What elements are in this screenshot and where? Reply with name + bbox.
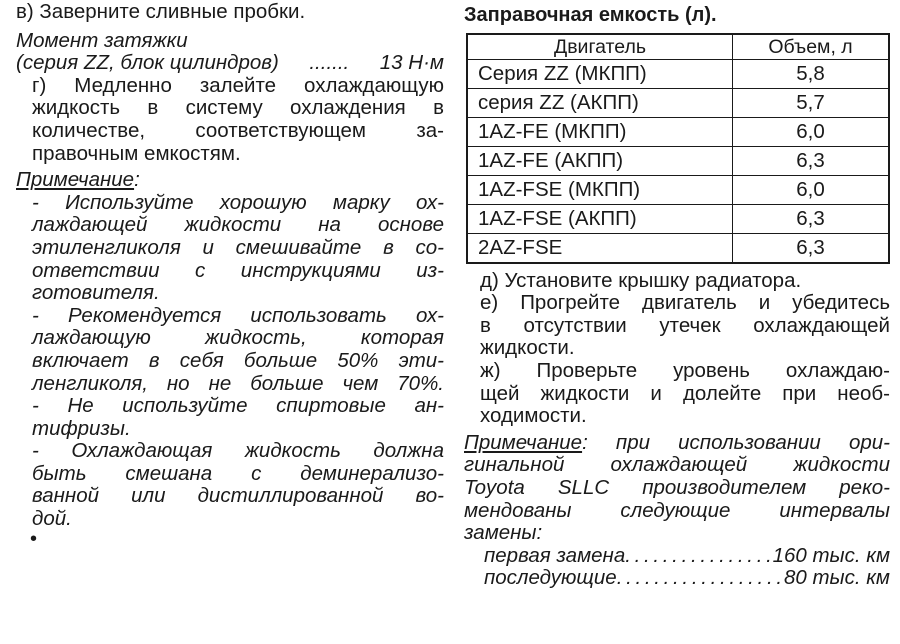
- engine-cell: 1AZ-FE (АКПП): [467, 146, 733, 175]
- note2: [464, 432, 890, 590]
- interval-row-next: [484, 567, 890, 590]
- note-line: - Используйте хорошую марку ох-: [32, 190, 444, 214]
- interval-value: 80 тыс. км: [783, 566, 890, 590]
- step-zh-line: ж) Проверьте уровень охлаждаю-: [480, 358, 890, 382]
- table-row: [467, 59, 889, 88]
- note2-title: Примечание: [464, 430, 583, 454]
- step-v: в) Заверните сливные пробки.: [16, 0, 306, 23]
- volume-cell: 6,0: [733, 175, 890, 204]
- table-row: [467, 146, 889, 175]
- capacity-title: Заправочная емкость (л).: [464, 4, 717, 26]
- interval-row-first: [484, 545, 890, 568]
- note-line: лаждающую жидкость, которая: [32, 326, 444, 350]
- volume-cell: 5,8: [733, 59, 890, 88]
- note-line: тифризы.: [32, 416, 131, 440]
- step-g-line: правочным емкостям.: [32, 141, 241, 165]
- note-line: дой.: [32, 507, 72, 531]
- interval-label: последующие: [484, 566, 617, 590]
- torque-dots: .......: [309, 51, 350, 75]
- note-line: включает в себя больше 50% эти-: [32, 348, 444, 372]
- table-row: [467, 88, 889, 117]
- note-heading: [16, 169, 444, 192]
- engine-cell: серия ZZ (АКПП): [467, 88, 733, 117]
- step-d: д) Установите крышку радиатора.: [480, 268, 802, 292]
- step-zh-line: щей жидкости и долейте при необ-: [480, 381, 890, 405]
- interval-leader: [625, 545, 772, 568]
- trailing-dot: •: [30, 527, 38, 550]
- step-g-line: количестве, соответствующем за-: [32, 118, 444, 142]
- note2-line: замены:: [464, 521, 543, 545]
- step-e-line: в отсутствии утечек охлаждающей: [480, 313, 890, 337]
- engine-cell: 1AZ-FSE (АКПП): [467, 204, 733, 233]
- note-line: ответствии с инструкциями из-: [32, 258, 444, 282]
- volume-cell: 6,0: [733, 117, 890, 146]
- step-e-line: е) Прогрейте двигатель и убедитесь: [480, 291, 890, 315]
- table-row: [467, 204, 889, 233]
- note-line: - Не используйте спиртовые ан-: [32, 394, 444, 418]
- interval-label: первая замена: [484, 543, 626, 567]
- torque-line: [16, 52, 444, 75]
- engine-cell: 1AZ-FE (МКПП): [467, 117, 733, 146]
- column-header-engine: Двигатель: [467, 34, 733, 60]
- engine-cell: 1AZ-FSE (МКПП): [467, 175, 733, 204]
- torque-value: 13 Н·м: [379, 51, 444, 75]
- left-column: [16, 0, 444, 550]
- volume-cell: 6,3: [733, 146, 890, 175]
- volume-cell: 5,7: [733, 88, 890, 117]
- note-line: быть смешана с деминерализо-: [32, 461, 444, 485]
- note-colon: :: [134, 168, 140, 192]
- volume-cell: 6,3: [733, 233, 890, 263]
- engine-cell: 2AZ-FSE: [467, 233, 733, 263]
- step-zh-line: ходимости.: [480, 404, 587, 428]
- table-row: [467, 233, 889, 263]
- table-header-row: [467, 34, 889, 60]
- step-e-line: жидкости.: [480, 336, 575, 360]
- step-g: [16, 75, 444, 165]
- right-column: [464, 0, 890, 590]
- steps-after-table: [464, 270, 890, 428]
- torque-title: Момент затяжки: [16, 28, 188, 52]
- note2-first-rest: : при использовании ори-: [582, 430, 890, 454]
- note2-first-line: [464, 432, 890, 455]
- note-line: лаждающей жидкости на основе: [32, 213, 444, 237]
- note2-line: мендованы следующие интервалы: [464, 498, 890, 522]
- note-line: этиленгликоля и смешивайте в со-: [32, 235, 444, 259]
- note-line: ванной или дистиллированной во-: [32, 484, 444, 508]
- table-row: [467, 117, 889, 146]
- note-title: Примечание: [16, 168, 135, 192]
- capacity-table: [466, 33, 890, 264]
- interval-leader: [617, 567, 784, 590]
- note-line: - Рекомендуется использовать ох-: [32, 303, 444, 327]
- note2-line: Toyota SLLC производителем реко-: [464, 475, 890, 499]
- step-g-line: жидкость в систему охлаждения в: [32, 96, 444, 120]
- note-line: готовителя.: [32, 281, 160, 305]
- column-header-volume: Объем, л: [733, 34, 890, 60]
- volume-cell: 6,3: [733, 204, 890, 233]
- note2-line: гинальной охлаждающей жидкости: [464, 453, 890, 477]
- interval-value: 160 тыс. км: [772, 543, 890, 567]
- engine-cell: Серия ZZ (МКПП): [467, 59, 733, 88]
- torque-label: (серия ZZ, блок цилиндров): [16, 51, 279, 75]
- note-line: - Охлаждающая жидкость должна: [32, 439, 444, 463]
- table-row: [467, 175, 889, 204]
- step-g-line: г) Медленно залейте охлаждающую: [32, 73, 444, 97]
- note-line: ленгликоля, но не больше чем 70%.: [32, 371, 444, 395]
- note-list: [16, 192, 444, 531]
